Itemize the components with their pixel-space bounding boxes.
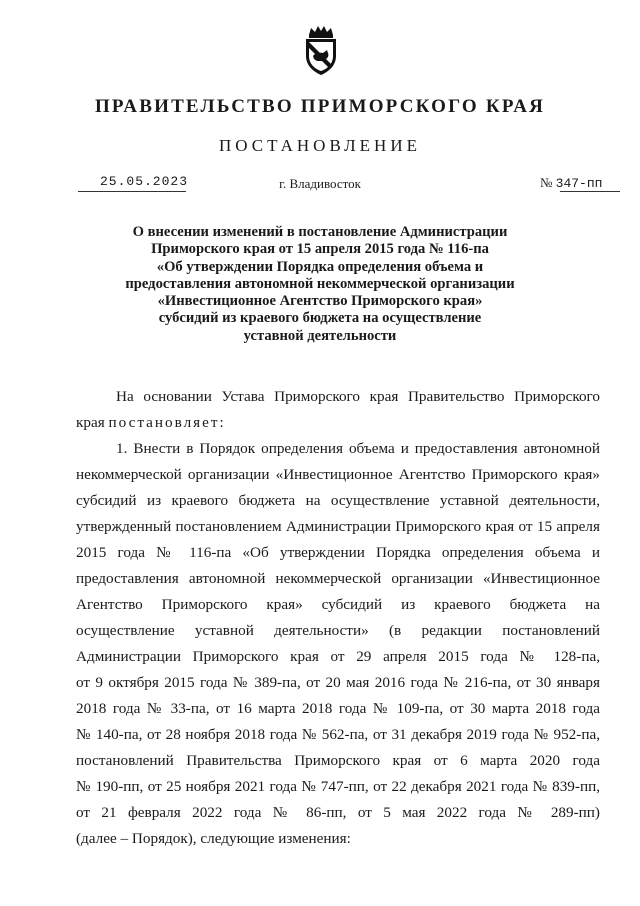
document-heading: [100, 224, 540, 345]
item-line: осуществление уставной деятельности» (в редакции постановлений: [76, 622, 600, 639]
item-line: некоммерческой организации «Инвестиционное Агентство Приморского края»: [76, 466, 600, 483]
item-line: постановлений Правительства Приморского края от 6 марта 2020 года: [76, 752, 600, 769]
document-city: г. Владивосток: [279, 176, 361, 191]
item-line: (далее – Порядок), следующие изменения:: [76, 830, 351, 847]
item-line: Администрации Приморского края от 29 апреля 2015 года № 128-па,: [76, 648, 600, 665]
item-line: Агентство Приморского края» субсидий из краевого бюджета на: [76, 596, 600, 613]
heading-line: «Инвестиционное Агентство Приморского края»: [157, 293, 483, 310]
number-underline: [560, 191, 620, 192]
heading-line: «Об утверждении Порядка определения объема и: [156, 258, 484, 275]
item-line: 2015 года № 116-па «Об утверждении Порядка определения объема и: [76, 544, 600, 561]
intro-line: На основании Устава Приморского края Правительство Приморского: [116, 388, 600, 405]
document-date: 25.05.2023: [100, 174, 189, 189]
item-line: предоставления автономной некоммерческой организации «Инвестиционное: [76, 570, 600, 587]
meta-row: [0, 174, 640, 196]
item-line: № 140-па, от 28 ноября 2018 года № 562-па, от 31 декабря 2019 года № 952-па,: [76, 726, 600, 743]
intro-line: [76, 410, 226, 436]
item-line: от 9 октября 2015 года № 389-па, от 20 мая 2016 года № 216-па, от 30 января: [76, 674, 600, 691]
document-number: [540, 175, 602, 191]
number-sign: №: [540, 175, 553, 190]
resolves-word: постановляет:: [108, 414, 226, 431]
item-line: № 190-пп, от 25 ноября 2021 года № 747-пп, от 22 декабря 2021 года № 839-пп,: [76, 778, 600, 795]
heading-line: субсидий из краевого бюджета на осуществление: [158, 310, 482, 327]
item-line: субсидий из краевого бюджета на осуществление уставной деятельности,: [76, 492, 600, 509]
number-value: 347-пп: [555, 176, 603, 191]
organization-title: ПРАВИТЕЛЬСТВО ПРИМОРСКОГО КРАЯ: [94, 96, 546, 117]
document-type: ПОСТАНОВЛЕНИЕ: [218, 136, 421, 155]
item-line: 1. Внести в Порядок определения объема и предоставления автономной: [116, 440, 600, 457]
heading-line: О внесении изменений в постановление Администрации: [132, 224, 508, 240]
item-line: 2018 года № 33-па, от 16 марта 2018 года № 109-па, от 30 марта 2018 года: [76, 700, 600, 717]
heading-line: уставной деятельности: [243, 327, 397, 344]
heading-line: предоставления автономной некоммерческой организации: [125, 275, 515, 292]
intro-text: края: [76, 414, 109, 431]
item-line: от 21 февраля 2022 года № 86-пп, от 5 мая 2022 года № 289-пп): [76, 804, 600, 821]
heading-line: Приморского края от 15 апреля 2015 года № 116-па: [151, 241, 489, 258]
primorsky-krai-coat-of-arms-icon: [301, 26, 341, 76]
item-line: утвержденный постановлением Администрации Приморского края от 15 апреля: [76, 518, 600, 535]
